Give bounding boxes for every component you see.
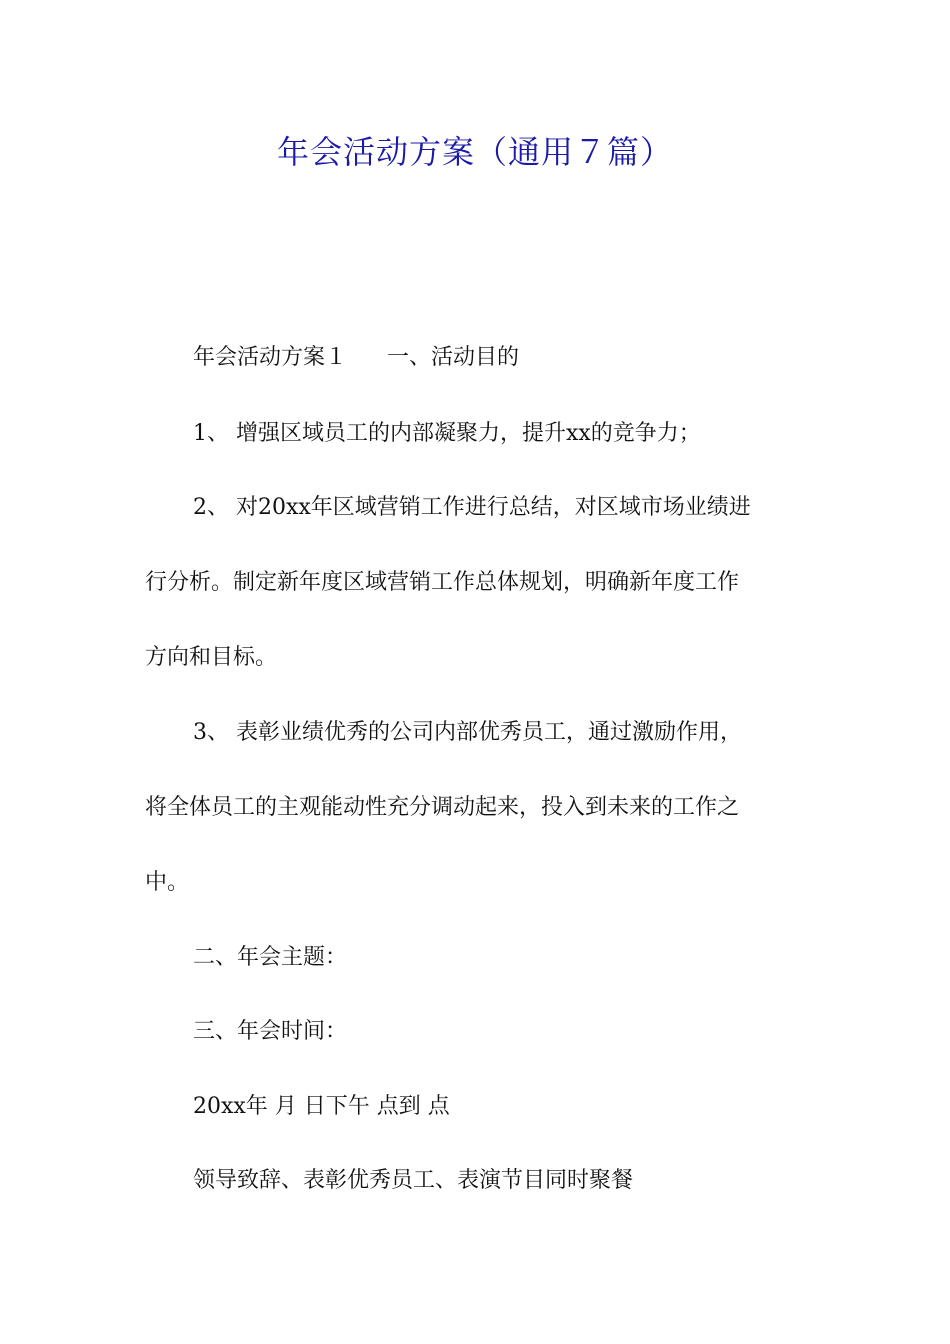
- section-heading: 一、活动目的: [387, 345, 520, 370]
- paragraph-item-2: 2、 对20xx年区域营销工作进行总结，对区域市场业绩进 行分析。制定新年度区域营销工作总体规划，明确新年度工作 方向和目标。: [145, 495, 751, 670]
- section-label: 年会活动方案１: [193, 345, 348, 370]
- document-title: 年会活动方案（通用７篇）: [276, 133, 673, 171]
- paragraph-program: 领导致辞、表彰优秀员工、表演节目同时聚餐: [193, 1168, 634, 1193]
- paragraph-item-3: 3、 表彰业绩优秀的公司内部优秀员工，通过激励作用， 将全体员工的主观能动性充分调动起来，投入到未来的工作之 中。: [145, 720, 742, 895]
- paragraph-item-1: 1、 增强区域员工的内部凝聚力，提升xx的竞争力；: [193, 421, 701, 446]
- paragraph-time-value: 20xx年 月 日下午 点到 点: [193, 1094, 450, 1119]
- paragraph-heading-1: [193, 340, 805, 376]
- paragraph-time-heading: 三、年会时间：: [193, 1019, 348, 1044]
- paragraph-theme-heading: 二、年会主题：: [193, 945, 348, 970]
